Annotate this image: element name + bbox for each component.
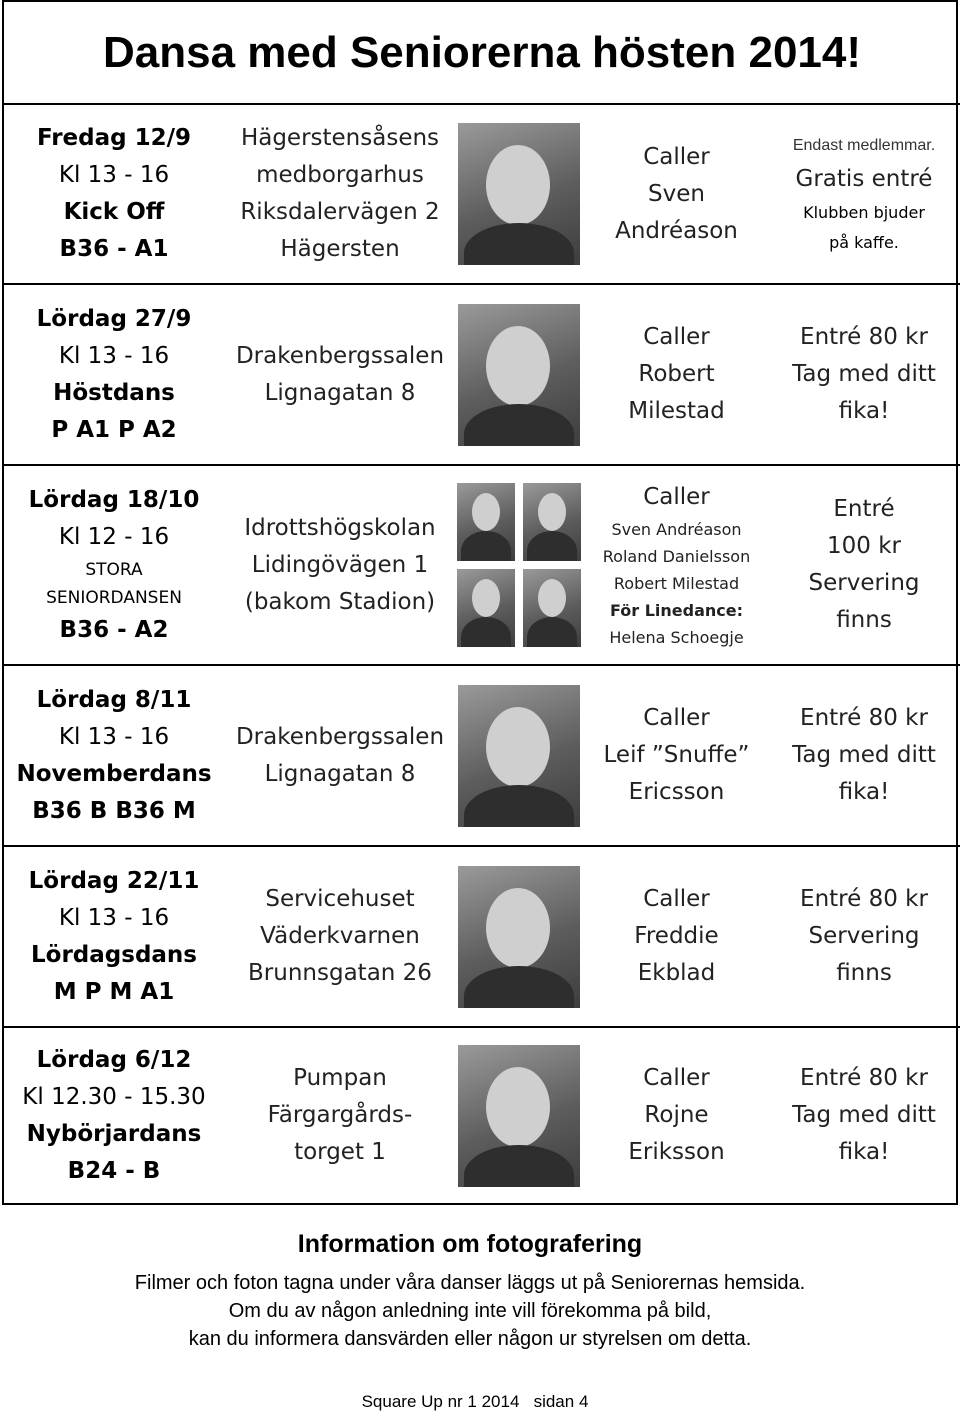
event-caller-cell — [594, 847, 759, 1026]
caller-name: Eriksson — [628, 1139, 725, 1165]
caller-portrait-icon — [458, 123, 580, 265]
event-venue-cell — [240, 1028, 440, 1203]
info-line: finns — [836, 960, 892, 986]
event-day: Lördag 6/12 — [36, 1046, 192, 1073]
event-row — [4, 847, 960, 1028]
info-line: Entré — [833, 496, 895, 522]
caller-name: Ericsson — [628, 779, 725, 805]
venue-line: medborgarhus — [256, 162, 424, 188]
caller-portrait-icon — [523, 569, 581, 647]
event-info-cell — [769, 105, 959, 283]
four-caller-portraits-icon — [457, 483, 581, 647]
event-info-cell — [769, 285, 959, 464]
event-date-cell — [4, 847, 224, 1026]
event-caller-cell — [594, 285, 759, 464]
caller-photo-cell — [444, 666, 594, 845]
caller-name: Robert Milestad — [613, 574, 740, 593]
event-date-cell — [4, 105, 224, 283]
info-heading: Information om fotografering — [297, 1230, 643, 1258]
event-date-cell — [4, 1028, 224, 1203]
venue-line: Pumpan — [293, 1065, 387, 1091]
info-text-line: kan du informera dansvärden eller någon ur styrelsen om detta. — [188, 1328, 752, 1350]
caller-portrait-icon — [458, 1045, 580, 1187]
info-line: Tag med ditt — [792, 1102, 936, 1128]
event-row — [4, 1028, 960, 1203]
event-day: Lördag 18/10 — [28, 486, 200, 513]
caller-name: Leif ”Snuffe” — [603, 742, 750, 768]
caller-label: Caller — [643, 1065, 710, 1091]
venue-line: Drakenbergssalen — [235, 723, 445, 750]
caller-label: Caller — [643, 484, 710, 510]
info-text-line: Filmer och foton tagna under våra danser läggs ut på Seniorernas hemsida. — [134, 1272, 806, 1294]
caller-photo-cell — [444, 285, 594, 464]
caller-label: Caller — [643, 324, 710, 350]
event-level: B36 - A1 — [59, 236, 169, 262]
caller-label: Caller — [643, 143, 710, 170]
event-venue-cell — [235, 285, 445, 464]
caller-name: Robert — [638, 361, 715, 387]
event-level: B24 - B — [67, 1157, 161, 1184]
event-time: Kl 13 - 16 — [58, 342, 170, 369]
event-time: Kl 13 - 16 — [58, 904, 170, 931]
caller-label: Caller — [643, 886, 710, 912]
event-info-cell — [769, 1028, 959, 1203]
page-footer: Square Up nr 1 2014 sidan 4 — [361, 1392, 589, 1411]
caller-photo-cell — [444, 105, 594, 283]
event-name: Höstdans — [53, 379, 175, 406]
caller-name: Sven Andréason — [611, 520, 742, 539]
event-time: Kl 12.30 - 15.30 — [22, 1083, 206, 1110]
venue-line: Idrottshögskolan — [244, 514, 436, 541]
event-name: Novemberdans — [16, 760, 212, 787]
caller-photo-cell — [444, 847, 594, 1026]
caller-portrait-icon — [457, 569, 515, 647]
event-day: Lördag 27/9 — [36, 305, 192, 332]
page-title: Dansa med Seniorerna hösten 2014! — [4, 2, 960, 105]
event-date-cell — [4, 466, 224, 664]
caller-name: Helena Schoegje — [609, 628, 744, 647]
caller-portrait-icon — [458, 685, 580, 827]
event-level: P A1 P A2 — [51, 416, 177, 443]
event-venue-cell — [240, 847, 440, 1026]
caller-name: Sven — [648, 180, 705, 207]
info-line: fika! — [838, 398, 890, 424]
event-level: B36 - A2 — [59, 616, 169, 643]
venue-line: Färgargårds- — [267, 1102, 413, 1128]
event-row — [4, 466, 960, 666]
caller-photo-cell — [444, 1028, 594, 1203]
venue-line: torget 1 — [294, 1139, 386, 1165]
info-line: Servering — [808, 923, 920, 949]
venue-line: Lignagatan 8 — [264, 379, 416, 406]
caller-name: Rojne — [644, 1102, 709, 1128]
event-row — [4, 285, 960, 466]
event-caller-cell — [594, 105, 759, 283]
info-line: finns — [836, 607, 892, 633]
info-line: Entré 80 kr — [800, 886, 928, 912]
caller-portrait-icon — [458, 866, 580, 1008]
caller-label: Caller — [643, 705, 710, 731]
event-venue-cell — [240, 105, 440, 283]
caller-portrait-icon — [457, 483, 515, 561]
event-row — [4, 105, 960, 285]
info-line: Tag med ditt — [792, 742, 936, 768]
event-info-cell — [769, 847, 959, 1026]
event-time: Kl 13 - 16 — [58, 723, 170, 750]
info-line: Entré 80 kr — [800, 1065, 928, 1091]
event-time: Kl 13 - 16 — [58, 162, 170, 188]
event-name: Kick Off — [63, 199, 165, 225]
event-name: Nybörjardans — [26, 1120, 202, 1147]
caller-name: Andréason — [615, 217, 738, 244]
event-venue-cell — [235, 666, 445, 845]
info-line: Tag med ditt — [792, 361, 936, 387]
venue-line: Brunnsgatan 26 — [248, 960, 432, 986]
caller-name: Roland Danielsson — [602, 547, 751, 566]
info-line: fika! — [838, 779, 890, 805]
event-caller-cell — [594, 466, 759, 664]
venue-line: Hägersten — [280, 236, 400, 262]
info-line: Entré 80 kr — [800, 324, 928, 350]
info-line: Endast medlemmar. — [792, 136, 936, 154]
info-line: Servering — [808, 570, 920, 596]
event-time: Kl 12 - 16 — [58, 523, 170, 550]
caller-portrait-icon — [523, 483, 581, 561]
venue-line: (bakom Stadion) — [244, 588, 436, 615]
venue-line: Hägerstensåsens — [240, 125, 440, 151]
venue-line: Riksdalervägen 2 — [240, 199, 440, 225]
event-name: SENIORDANSEN — [46, 587, 182, 608]
event-date-cell — [4, 285, 224, 464]
info-line: Gratis entré — [795, 165, 933, 192]
caller-name: Freddie — [634, 923, 719, 949]
event-day: Fredag 12/9 — [36, 125, 192, 151]
venue-line: Lidingövägen 1 — [251, 551, 429, 578]
info-text-line: Om du av någon anledning inte vill förekomma på bild, — [228, 1300, 712, 1322]
event-name: Lördagsdans — [31, 941, 197, 968]
info-line: Klubben bjuder — [803, 202, 925, 222]
info-line: på kaffe. — [829, 232, 899, 252]
info-line: Entré 80 kr — [800, 705, 928, 731]
event-day: Lördag 22/11 — [28, 867, 200, 894]
event-date-cell — [4, 666, 224, 845]
event-level: M P M A1 — [53, 978, 175, 1005]
event-info-cell — [769, 666, 959, 845]
caller-photo-cell — [444, 466, 594, 664]
caller-name: Ekblad — [637, 960, 716, 986]
event-caller-cell — [594, 1028, 759, 1203]
caller-portrait-icon — [458, 304, 580, 446]
info-line: 100 kr — [827, 533, 901, 559]
caller-name: Milestad — [628, 398, 725, 424]
event-venue-cell — [240, 466, 440, 664]
venue-line: Drakenbergssalen — [235, 342, 445, 369]
event-day: Lördag 8/11 — [36, 686, 192, 713]
linedance-label: För Linedance: — [609, 601, 744, 620]
venue-line: Lignagatan 8 — [264, 760, 416, 787]
event-info-cell — [769, 466, 959, 664]
venue-line: Servicehuset — [265, 886, 415, 912]
event-level: B36 B B36 M — [32, 797, 196, 824]
venue-line: Väderkvarnen — [260, 923, 420, 949]
info-line: fika! — [838, 1139, 890, 1165]
event-name: STORA — [85, 559, 143, 580]
event-caller-cell — [594, 666, 759, 845]
event-row — [4, 666, 960, 847]
schedule-table — [2, 0, 958, 1205]
